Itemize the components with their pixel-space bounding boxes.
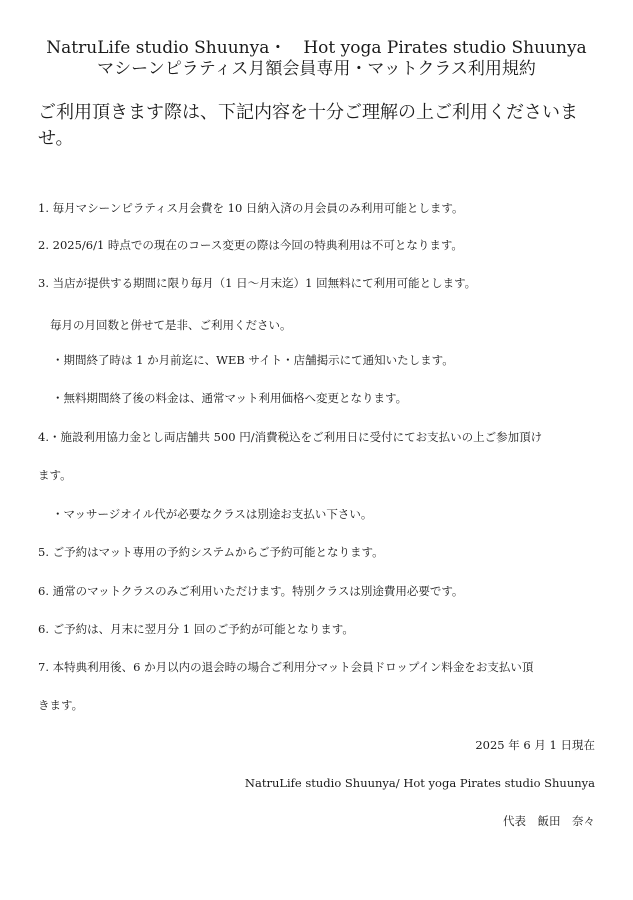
effective-date: 2025 年 6 月 1 日現在: [475, 738, 595, 752]
term-item-3-bullet-price: ・無料期間終了後の料金は、通常マット利用価格へ変更となります。: [52, 391, 408, 405]
studio-signature: NatruLife studio Shuunya/ Hot yoga Pirates studio Shuunya: [244, 776, 595, 790]
term-item-5: 5. ご予約はマット専用の予約システムからご予約可能となります。: [38, 545, 384, 559]
term-item-1: 1. 毎月マシーンピラティス月会費を 10 日納入済の月会員のみ利用可能とします。: [38, 201, 464, 215]
document-title-studios: NatruLife studio Shuunya・ Hot yoga Pirates studio Shuunya: [46, 38, 587, 58]
term-item-4-continued: ます。: [38, 468, 72, 482]
term-item-7: 7. 本特典利用後、6 か月以内の退会時の場合ご利用分マット会員ドロップイン料金をお支払い頂: [38, 660, 534, 674]
term-item-4-bullet-oil: ・マッサージオイル代が必要なクラスは別途お支払い下さい。: [52, 507, 373, 521]
term-item-3-note: 毎月の月回数と併せて是非、ご利用ください。: [50, 318, 292, 332]
term-item-2: 2. 2025/6/1 時点での現在のコース変更の際は今回の特典利用は不可となります。: [38, 238, 463, 252]
term-item-7-continued: きます。: [38, 698, 84, 712]
term-item-4: 4.・施設利用協力金とし両店舗共 500 円/消費税込をご利用日に受付にてお支払いの上ご参加頂け: [38, 430, 543, 444]
term-item-6a: 6. 通常のマットクラスのみご利用いただけます。特別クラスは別途費用必要です。: [38, 584, 464, 598]
term-item-6b: 6. ご予約は、月末に翌月分 1 回のご予約が可能となります。: [38, 622, 354, 636]
term-item-3-bullet-notice: ・期間終了時は 1 か月前迄に、WEB サイト・店舗掲示にて通知いたします。: [52, 353, 454, 367]
intro-notice: ご利用頂きます際は、下記内容を十分ご理解の上ご利用くださいませ。: [38, 102, 578, 149]
representative-signature: 代表 飯田 奈々: [503, 814, 595, 828]
document-title-terms: マシーンピラティス月額会員専用・マットクラス利用規約: [97, 59, 536, 79]
term-item-3: 3. 当店が提供する期間に限り毎月（1 日〜月末迄）1 回無料にて利用可能とします。: [38, 276, 477, 290]
